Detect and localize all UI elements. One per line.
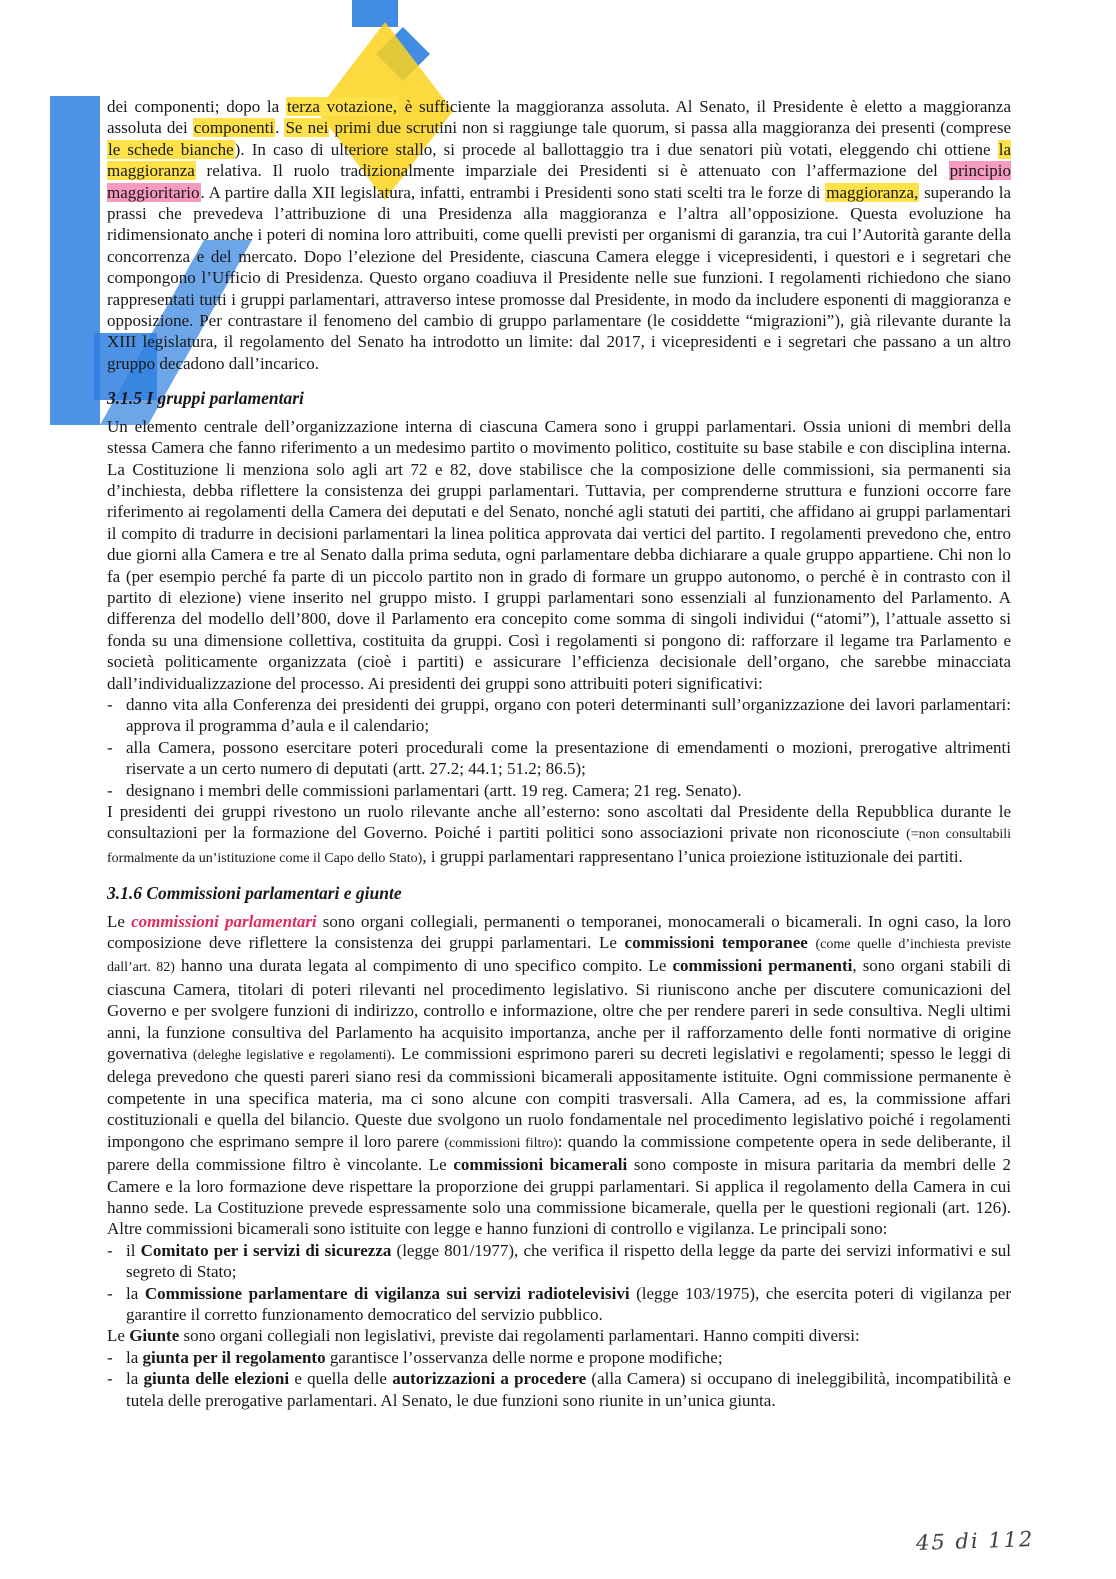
text-run: la [126, 1347, 143, 1367]
bullet-list [107, 1347, 1011, 1411]
text-run: e quella delle [289, 1369, 393, 1389]
highlighted-text: Se nei [285, 118, 329, 138]
bullet-marker: - [107, 1347, 113, 1367]
text-run: giunta per il regolamento [142, 1347, 326, 1367]
bullet-marker: - [107, 694, 113, 714]
section-heading: 3.1.6 Commissioni parlamentari e giunte [107, 883, 402, 904]
list-item-text [126, 1240, 1011, 1283]
paragraph [107, 801, 1011, 869]
text-run: designano i membri delle commissioni parlamentari (artt. 19 reg. Camera; 21 reg. Senato). [126, 780, 742, 800]
list-item-text [126, 737, 1011, 780]
paragraph [107, 911, 1011, 1240]
paragraph [107, 416, 1011, 694]
text-run: (legge 103/1975), che esercita poteri di vigilanza per garantire il corretto funzionamento democratico del servizio pubblico. [126, 1283, 1011, 1324]
text-run: Le [107, 911, 132, 931]
text-run: sono composte in misura paritaria da membri delle 2 Camere e la loro formazione deve rispettare la proporzione dei gruppi parlamentari. Si applica il regolamento della Camera in cui hanno sede. La Costituzione prevede espressamente solo una commissione bicamerale, quella per le questioni regionali (art. 126). Altre commissioni bicamerali sono istituite con legge e hanno funzioni di controllo e vigilanza. Le principali sono: [107, 1155, 1011, 1239]
text-run: (alla Camera) si occupano di ineleggibilità, incompatibilità e tutela delle prerogative parlamentari. Al Senato, le due funzioni sono riunite in un’unica giunta. [126, 1369, 1011, 1410]
bullet-marker: - [107, 780, 113, 800]
list-item-text [126, 1368, 1011, 1411]
list-item-text [126, 1283, 1011, 1326]
bullet-list [107, 694, 1011, 801]
text-run: . [275, 118, 285, 138]
bullet-list [107, 1240, 1011, 1326]
text-run: (come quelle d’inchiesta previste dall’art. 82) [107, 937, 1011, 976]
paragraph [107, 96, 1011, 374]
text-run: I presidenti dei gruppi rivestono un ruolo rilevante anche all’esterno: sono ascoltati dal Presidente della Repubblica durante le consultazioni per la formazione del Governo. Poiché i partiti politici sono associazioni private non riconosciute [107, 802, 1011, 843]
text-run: (commissioni filtro) [444, 1135, 558, 1151]
highlighted-text: la maggioranza [107, 139, 1011, 181]
text-run: (legge 801/1977), che verifica il rispetto della legge da parte dei servizi informativi e sul segreto di Stato; [126, 1240, 1011, 1282]
text-run: il [126, 1240, 141, 1260]
text-run: hanno una durata legata al compimento di uno specifico compito. Le [174, 956, 673, 976]
text-run: Commissione parlamentare di vigilanza sui servizi radiotelevisivi [144, 1283, 630, 1303]
text-run: sono organi collegiali non legislativi, previste dai regolamenti parlamentari. Hanno compiti diversi: [179, 1326, 860, 1346]
text-run: Un elemento centrale dell’organizzazione interna di ciascuna Camera sono i gruppi parlamentari. Ossia unioni di membri della stessa Camera che fanno riferimento a un medesimo partito o movimento politico, costituite su base stabile e con disciplina interna. La Costituzione li menziona solo agli art 72 e 82, dove stabilisce che la composizione delle commissioni, sia permanenti sia d’inchiesta, debba riflettere la consistenza dei gruppi parlamentari. Tuttavia, per comprenderne struttura e funzioni occorre fare riferimento ai regolamenti della Camera dei deputati e del Senato, nonché agli statuti dei partiti, che affidano ai gruppi parlamentari il compito di tradurre in decisioni parlamentari la linea politica approvata dai vertici del partito. I regolamenti prevedono che, entro due giorni alla Camera e tre al Senato dalla prima seduta, ogni parlamentare debba dichiarare a quale gruppo appartiene. Chi non lo fa (per esempio perché fa parte di un piccolo partito non in grado di formare un gruppo autonomo, o perché è in contrasto con il partito di elezione) viene inserito nel gruppo misto. I gruppi parlamentari sono essenziali al funzionamento del Parlamento. A differenza del modello dell’800, dove il Parlamento era concepito come somma di singoli individui (“atomi”), l’attuale assetto si fonda su una dimensione collettiva, costituita da gruppi. Così i regolamenti si pongono di: rafforzare il legame tra Parlamento e società politicamente organizzata (cioè i partiti) e assicurare l’efficienza decisionale dell’organo, che sarebbe minacciata dall’individualizzazione del processo. Ai presidenti dei gruppi sono attribuiti poteri significativi: [107, 416, 1011, 693]
text-run: è sufficiente la maggioranza assoluta. Al Senato, il Presidente è eletto a maggioranza assoluta dei [107, 97, 1012, 138]
text-run: Giunte [129, 1326, 180, 1346]
text-run: primi due scrutini non si raggiunge tale quorum, si passa alla maggioranza dei presenti (comprese [329, 118, 1011, 138]
page-number-note: 45 di 112 [915, 1526, 1035, 1556]
highlighted-text: le schede bianche [108, 139, 234, 159]
text-run: relativa. Il ruolo tradizionalmente imparziale dei Presidenti si è attenuato con l’affermazione del [195, 161, 949, 181]
list-item [107, 737, 1011, 780]
list-item [107, 1283, 1011, 1326]
list-item [107, 1368, 1011, 1411]
text-run: alla Camera, possono esercitare poteri procedurali come la presentazione di emendamenti o mozioni, prerogative altrimenti riservate a un certo numero di deputati (artt. 27.2; 44.1; 51.2; 86.5); [126, 737, 1011, 779]
text-run: autorizzazioni a procedere [392, 1369, 587, 1389]
text-run: . Le commissioni esprimono pareri su decreti legislativi e regolamenti; spesso le leggi di delega prevedono che questi pareri siano resi da commissioni bicamerali appositamente istituite. Ogni commissione permanente è competente in una specifica materia, ma ci sono alcune con compiti trasversali. Alla Camera, ad es, la commissione affari costituzionali e quella del bilancio. Queste due svolgono un ruolo fondamentale nel procedimento legislativo poiché i regolamenti impongono che esprimano sempre il loro parere [107, 1044, 1011, 1151]
text-run: dei componenti; dopo la [107, 97, 286, 116]
highlighted-text: maggioranza, [826, 182, 919, 202]
text-run: Le [107, 1326, 130, 1346]
list-item-text [126, 694, 1011, 737]
text-run: garantisce l’osservanza delle norme e propone modifiche; [325, 1347, 723, 1367]
text-run: , sono organi stabili di ciascuna Camera, titolari di poteri rilevanti nel procedimento legislativo. Si riuniscono anche per discutere comunicazioni del Governo e per svolgere funzioni di indirizzo, controllo e informazione, oltre che per rendere pareri in sede consultiva. Negli ultimi anni, la funzione consultiva del Parlamento ha acquisito importanza, anche per il rafforzamento delle fonti normative di origine governativa [107, 956, 1011, 1064]
text-run: la [126, 1283, 145, 1303]
list-item-text [126, 780, 1011, 801]
bullet-marker: - [107, 1369, 113, 1389]
paragraph [107, 1325, 1011, 1346]
list-item [107, 1347, 1011, 1368]
text-run: commissioni bicamerali [453, 1155, 628, 1175]
accent-text: commissioni parlamentari [131, 911, 317, 931]
text-run: giunta delle elezioni [143, 1369, 290, 1389]
text-run: (deleghe legislative e regolamenti) [192, 1048, 392, 1064]
text-run: : quando la commissione competente opera in sede deliberante, il parere della commissione filtro è vincolante. Le [107, 1131, 1011, 1175]
text-run: sono organi collegiali, permanenti o temporanei, monocamerali o bicamerali. In ogni caso, la loro composizione deve riflettere la consistenza dei gruppi parlamentari. Le [107, 911, 1011, 953]
section-heading: 3.1.5 I gruppi parlamentari [107, 388, 304, 409]
text-run: ). In caso di ulteriore stallo, si procede al ballottaggio tra i due senatori più votati, eleggendo chi ottiene [234, 139, 998, 159]
text-run: (=non consultabili formalmente da un’istituzione come il Capo dello Stato) [107, 827, 1011, 866]
bullet-marker: - [107, 1283, 113, 1303]
highlighted-text: terza votazione, [286, 97, 398, 116]
highlighted-text: principio maggioritario [107, 161, 1011, 202]
list-item [107, 780, 1011, 801]
text-run: Comitato per i servizi di sicurezza [140, 1240, 392, 1260]
text-run: . A partire dalla XII legislatura, infatti, entrambi i Presidenti sono stati scelti tra le forze di [200, 182, 826, 202]
list-item [107, 1240, 1011, 1283]
text-run: la [126, 1369, 144, 1389]
text-run: , i gruppi parlamentari rappresentano l’unica proiezione istituzionale dei partiti. [422, 846, 963, 866]
highlighted-text: componenti [193, 118, 275, 138]
list-item [107, 694, 1011, 737]
text-run: commissioni permanenti [672, 956, 853, 976]
bullet-marker: - [107, 737, 113, 757]
text-run: commissioni temporanee [624, 933, 808, 953]
bullet-marker: - [107, 1240, 113, 1260]
list-item-text [126, 1347, 1011, 1368]
text-run: superando la prassi che prevedeva l’attribuzione di una Presidenza alla maggioranza e l’altra all’opposizione. Questa evoluzione ha ridimensionato anche i poteri di nomina loro attribuiti, come quelli previsti per organismi di garanzia, tra cui l’Autorità garante della concorrenza e del mercato. Dopo l’elezione del Presidente, ciascuna Camera elegge i vicepresidenti, i questori e i segretari che compongono l’Ufficio di Presidenza. Questo organo coadiuva il Presidente nelle sue funzioni. I regolamenti richiedono che siano rappresentati tutti i gruppi parlamentari, attraverso intese promosse dal Presidente, in modo da includere esponenti di maggioranza e opposizione. Per contrastare il fenomeno del cambio di gruppo parlamentare (le cosiddette “migrazioni”), già rilevante durante la XIII legislatura, il regolamento del Senato ha introdotto un limite: dal 2017, i vicepresidenti e i segretari che passano a un altro gruppo decadono dall’incarico. [107, 182, 1011, 373]
text-run: danno vita alla Conferenza dei presidenti dei gruppi, organo con poteri determinanti sull’organizzazione dei lavori parlamentari: approva il programma d’aula e il calendario; [126, 694, 1011, 736]
